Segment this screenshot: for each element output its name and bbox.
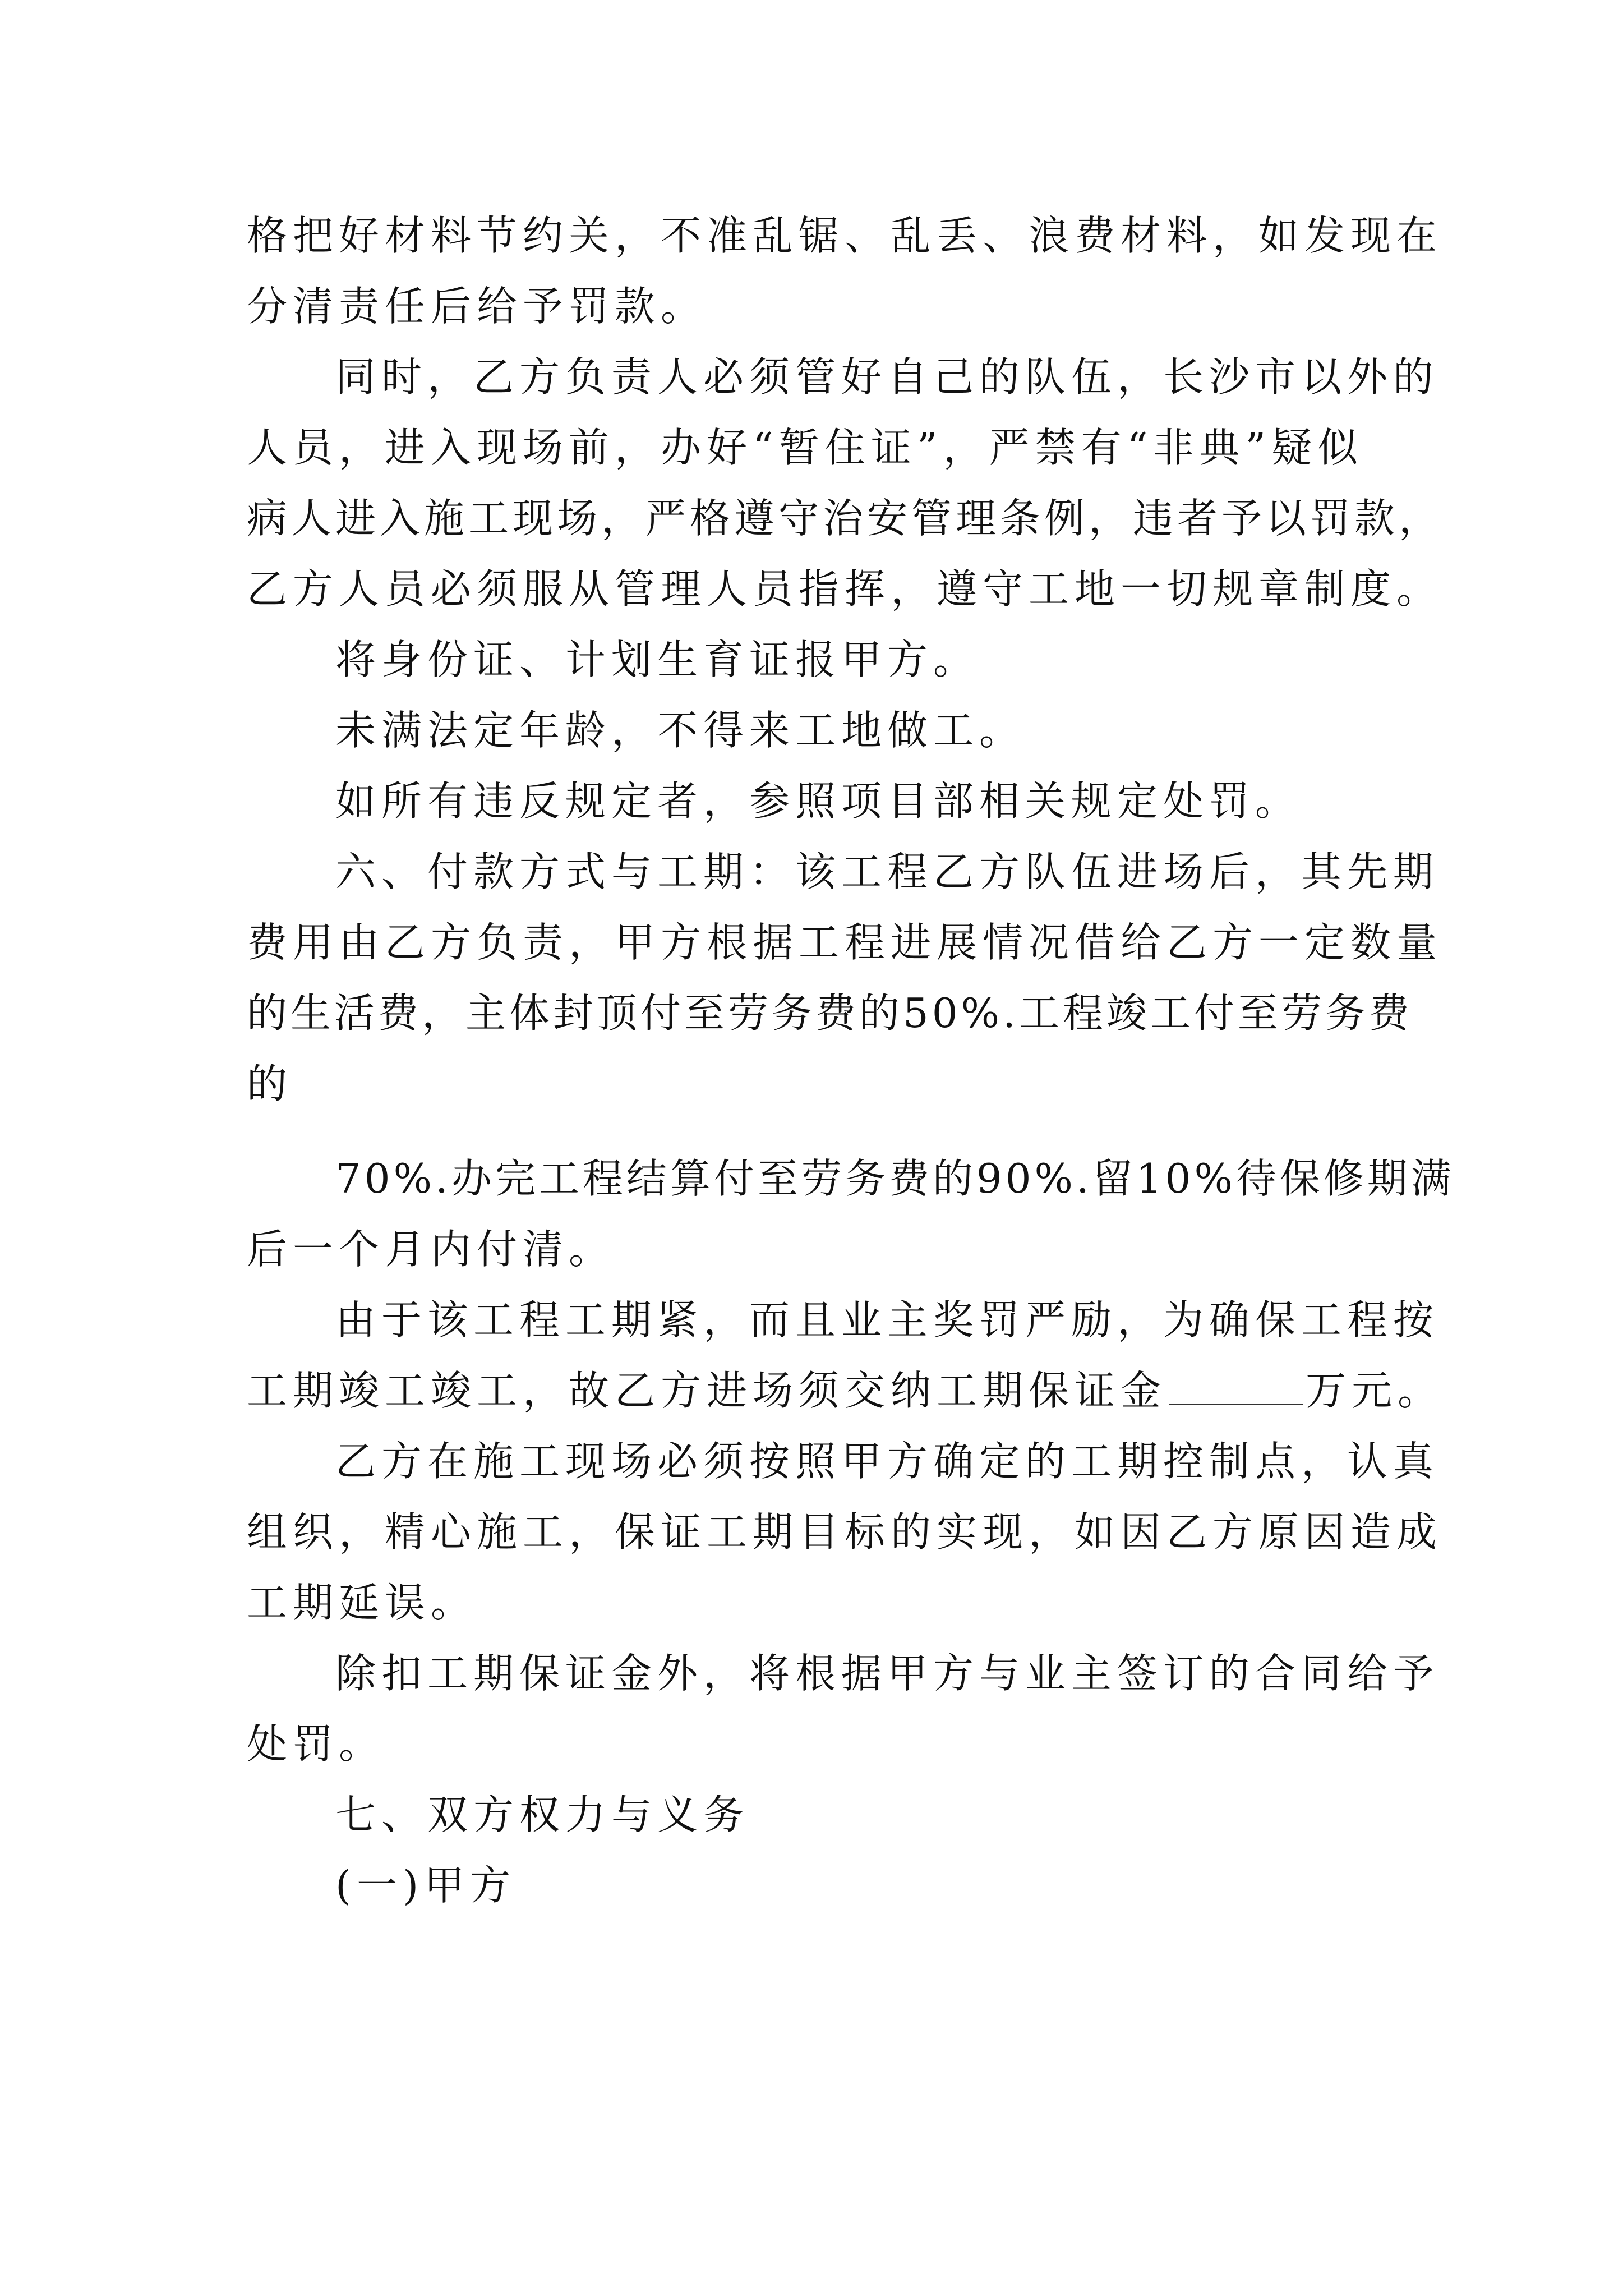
text-line: 由于该工程工期紧，而且业主奖罚严励，为确保工程按: [335, 1296, 1440, 1343]
text-line: 组织，精心施工，保证工期目标的实现，如因乙方原因造成: [247, 1508, 1443, 1556]
section-heading-seven: 七、双方权力与义务: [335, 1791, 750, 1838]
text-line: 未满法定年龄，不得来工地做工。: [335, 707, 1026, 754]
text-line: 费用由乙方负责，甲方根据工程进展情况借给乙方一定数量: [247, 919, 1443, 966]
text-line: 处罚。: [247, 1720, 385, 1768]
text-line: 将身份证、计划生育证报甲方。: [335, 636, 980, 683]
text-line: 乙方在施工现场必须按照甲方确定的工期控制点，认真: [335, 1438, 1440, 1485]
text-line: 的: [247, 1060, 293, 1107]
text-line-with-blank: [247, 1365, 1623, 1416]
text-line: 同时，乙方负责人必须管好自己的队伍，长沙市以外的: [335, 353, 1440, 401]
text-segment: 工期竣工竣工，故乙方进场须交纳工期保证金: [247, 1367, 1167, 1414]
text-line: 病人进入施工现场，严格遵守治安管理条例，违者予以罚款，: [247, 495, 1444, 542]
text-line: 除扣工期保证金外，将根据甲方与业主签订的合同给予: [335, 1650, 1440, 1697]
fill-in-blank: [1169, 1370, 1303, 1405]
text-line: 乙方人员必须服从管理人员指挥，遵守工地一切规章制度。: [247, 565, 1443, 613]
text-line: 工期延误。: [247, 1579, 477, 1626]
text-line: 格把好材料节约关，不准乱锯、乱丢、浪费材料，如发现在: [247, 212, 1443, 259]
subsection-heading: (一)甲方: [335, 1862, 517, 1909]
text-line: 分清责任后给予罚款。: [247, 283, 707, 330]
section-heading-six: 六、付款方式与工期：该工程乙方队伍进场后，其先期: [335, 848, 1440, 895]
text-line: 后一个月内付清。: [247, 1226, 615, 1273]
text-line: 如所有违反规定者，参照项目部相关规定处罚。: [335, 777, 1302, 825]
text-line: 的生活费，主体封顶付至劳务费的50%.工程竣工付至劳务费: [247, 990, 1413, 1037]
text-segment: 万元。: [1306, 1367, 1444, 1414]
text-line: 70%.办完工程结算付至劳务费的90%.留10%待保修期满: [335, 1155, 1455, 1202]
text-line: 人员，进入现场前，办好“暂住证”，严禁有“非典”疑似: [247, 424, 1364, 471]
